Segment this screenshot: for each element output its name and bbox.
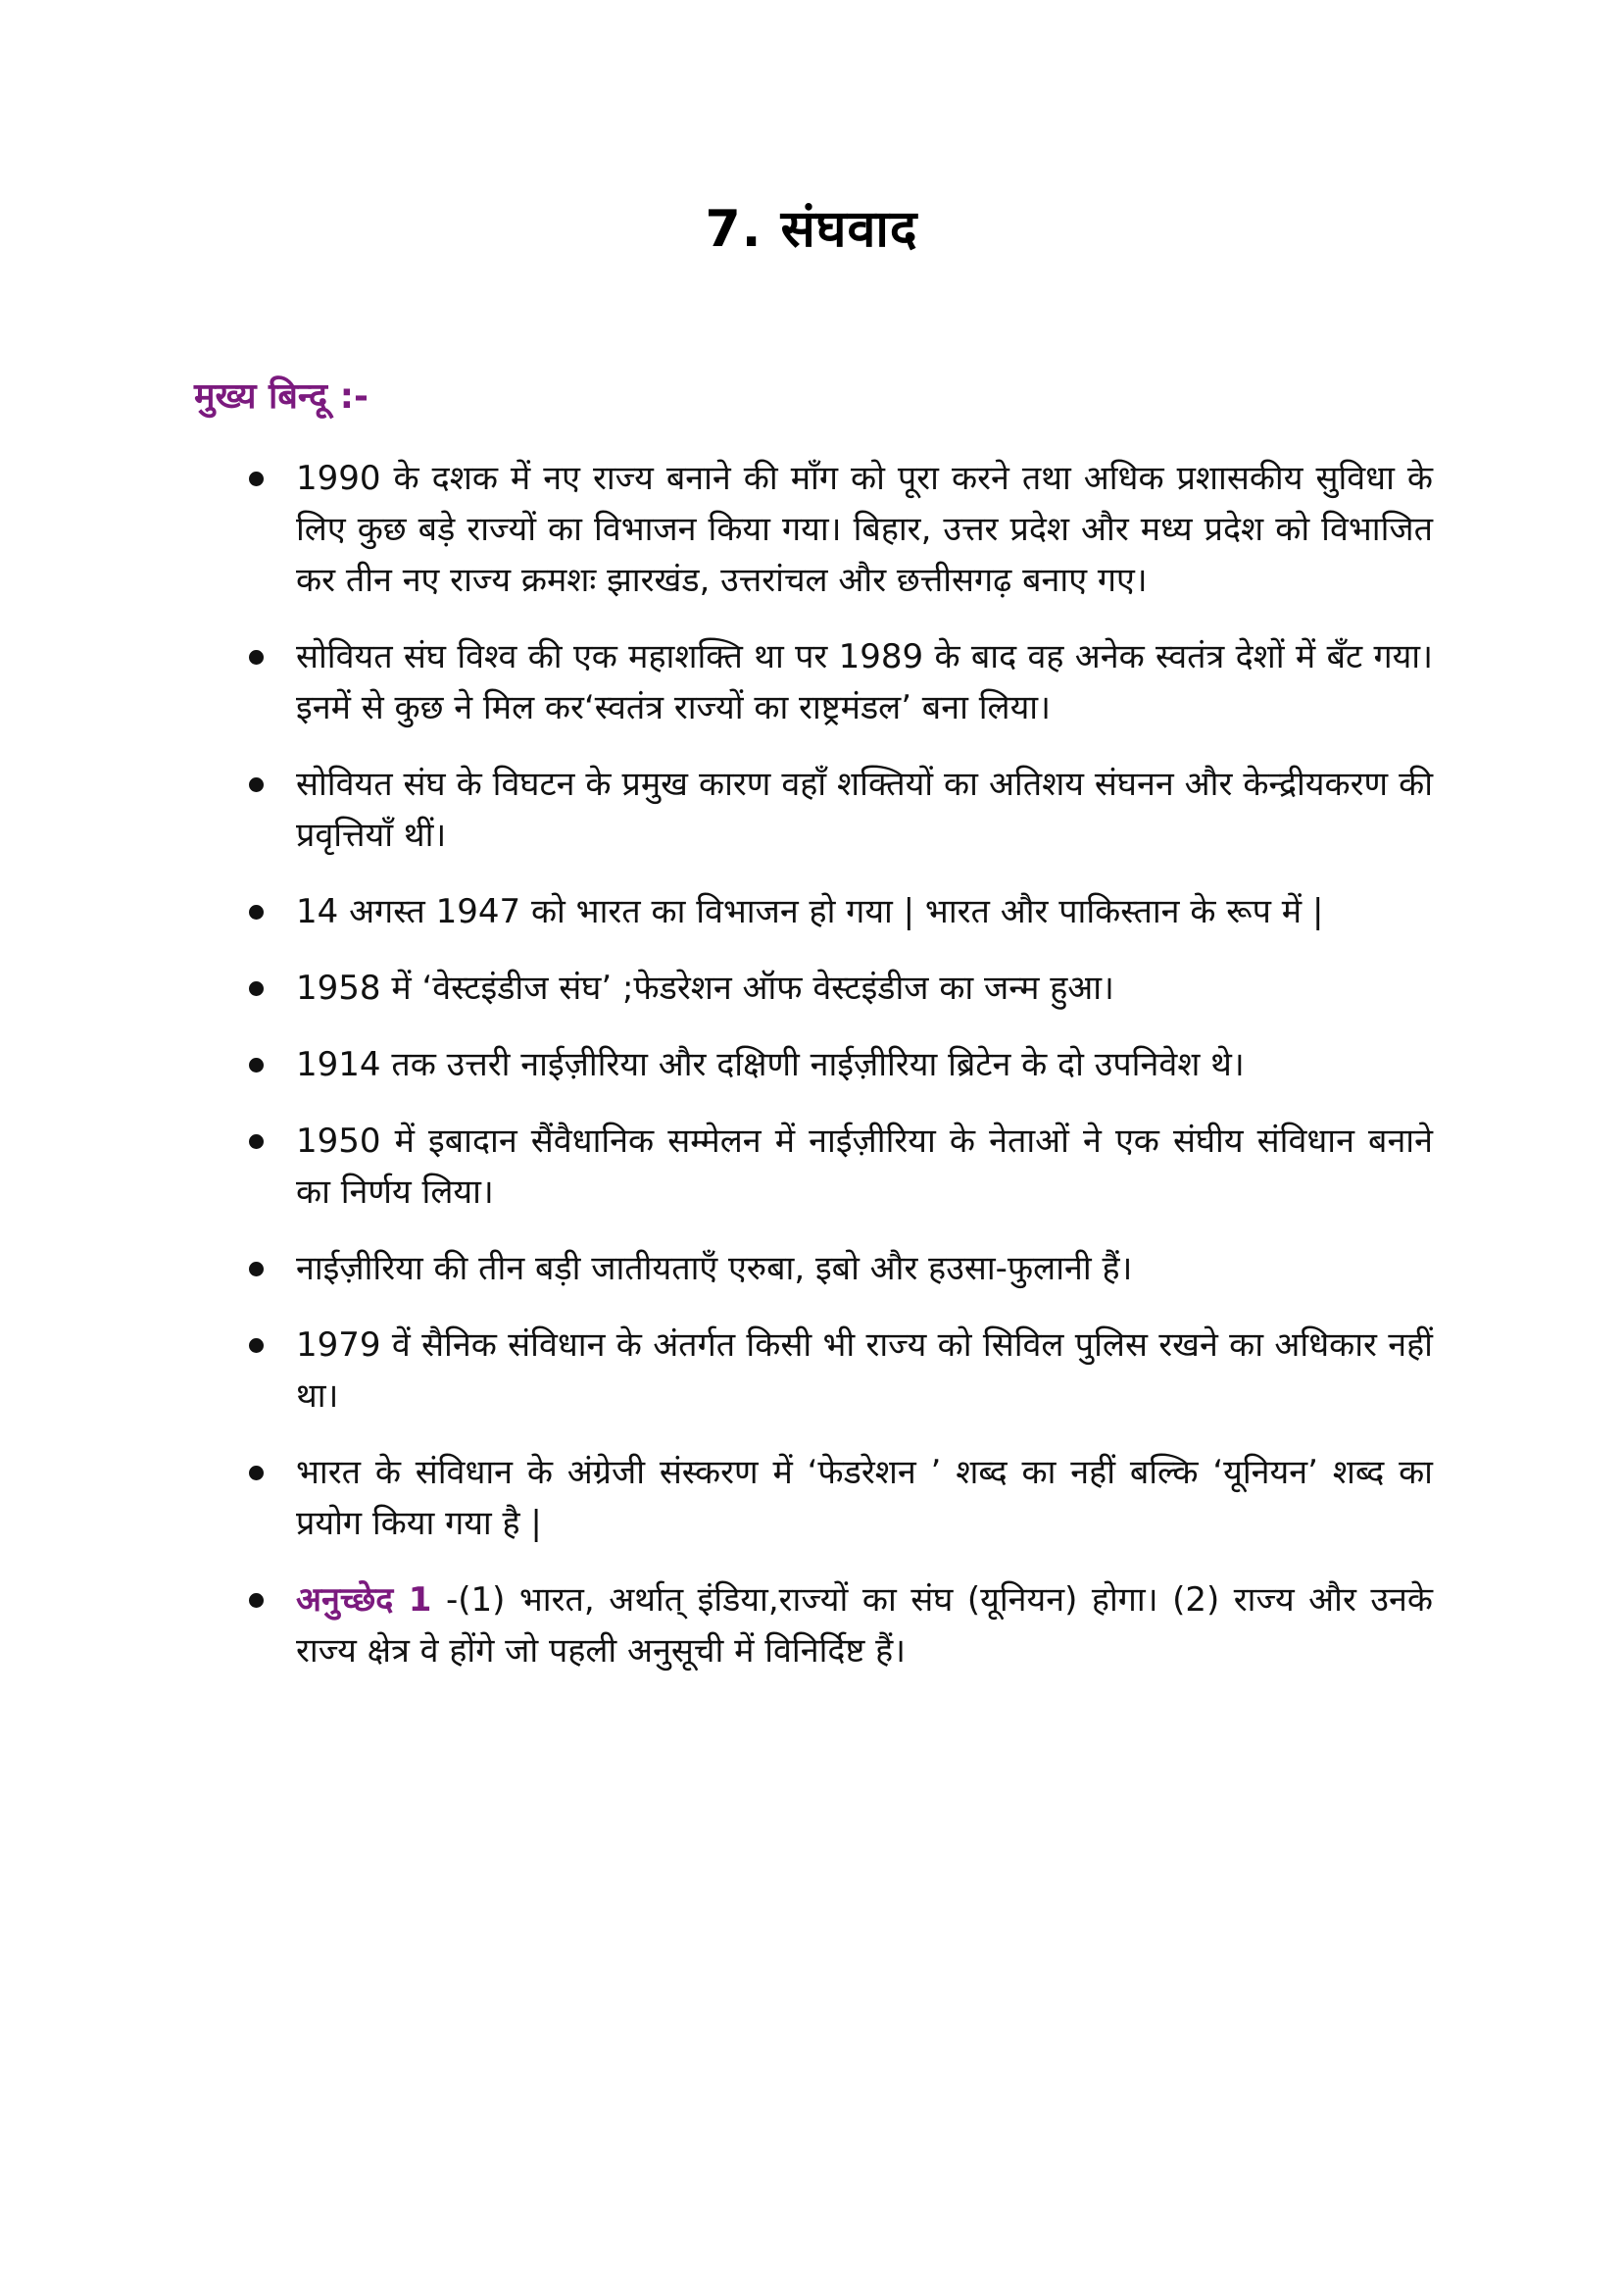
bullet-icon	[249, 981, 264, 996]
item-text: 14 अगस्त 1947 को भारत का विभाजन हो गया | भारत और पाकिस्तान के रूप में |	[296, 892, 1324, 931]
list-item-article-1	[243, 1574, 1433, 1676]
list-item	[243, 1447, 1433, 1549]
item-text: 1914 तक उत्तरी नाईज़ीरिया और दक्षिणी नाईज़ीरिया ब्रिटेन के दो उपनिवेश थे।	[296, 1045, 1245, 1084]
list-item	[243, 1243, 1433, 1294]
bullet-icon	[249, 472, 264, 486]
article-1-label: अनुच्छेद 1	[296, 1580, 432, 1620]
item-text: 1958 में ‘वेस्टइंडीज संघ’ ;फेडरेशन ऑफ वेस्टइंडीज का जन्म हुआ।	[296, 969, 1114, 1008]
item-text: 1979 वें सैनिक संविधान के अंतर्गत किसी भी राज्य को सिविल पुलिस रखने का अधिकार नहीं था।	[296, 1325, 1433, 1416]
bullet-icon	[249, 1593, 264, 1608]
list-item	[243, 1320, 1433, 1422]
item-text: 1990 के दशक में नए राज्य बनाने की माँग को पूरा करने तथा अधिक प्रशासकीय सुविधा के लिए कुछ बड़े राज्यों का विभाजन किया गया। बिहार, उत्तर प्रदेश और मध्य प्रदेश को विभाजित कर तीन नए राज्य क्रमशः झारखंड, उत्तरांचल और छत्तीसगढ़ बनाए गए।	[296, 459, 1433, 600]
chapter-title: 7. संघवाद	[705, 200, 918, 259]
bullet-icon	[249, 1466, 264, 1480]
list-item	[243, 1116, 1433, 1218]
section-heading-key-points: मुख्य बिन्दू :-	[194, 376, 369, 417]
list-item	[243, 759, 1433, 861]
list-item	[243, 1039, 1433, 1090]
list-item	[243, 631, 1433, 733]
list-item	[243, 963, 1433, 1014]
list-item	[243, 886, 1433, 937]
key-points-list	[243, 453, 1433, 1676]
item-text: सोवियत संघ के विघटन के प्रमुख कारण वहाँ शक्तियों का अतिशय संघनन और केन्द्रीयकरण की प्रवृत्तियाँ थीं।	[296, 765, 1433, 855]
item-text: नाईज़ीरिया की तीन बड़ी जातीयताएँ एरुबा, इबो और हउसा-फुलानी हैं।	[296, 1249, 1133, 1288]
bullet-icon	[249, 1134, 264, 1149]
item-text: भारत के संविधान के अंग्रेजी संस्करण में ‘फेडरेशन ’ शब्द का नहीं बल्कि ‘यूनियन’ शब्द का प्रयोग किया गया है |	[296, 1453, 1433, 1543]
item-text: सोवियत संघ विश्व की एक महाशक्ति था पर 1989 के बाद वह अनेक स्वतंत्र देशों में बँट गया। इनमें से कुछ ने मिल कर‘स्वतंत्र राज्यों का राष्ट्रमंडल’ बना लिया।	[296, 637, 1433, 727]
item-text: -(1) भारत, अर्थात् इंडिया,राज्यों का संघ (यूनियन) होगा। (2) राज्य और उनके राज्य क्षेत्र वे होंगे जो पहली अनुसूची में विनिर्दिष्ट हैं।	[296, 1580, 1433, 1671]
bullet-icon	[249, 1262, 264, 1276]
bullet-icon	[249, 777, 264, 792]
list-item	[243, 453, 1433, 606]
bullet-icon	[249, 1338, 264, 1353]
item-text: 1950 में इबादान सैंवैधानिक सम्मेलन में नाईज़ीरिया के नेताओं ने एक संघीय संविधान बनाने का निर्णय लिया।	[296, 1122, 1433, 1212]
bullet-icon	[249, 1058, 264, 1073]
bullet-icon	[249, 650, 264, 665]
bullet-icon	[249, 905, 264, 920]
